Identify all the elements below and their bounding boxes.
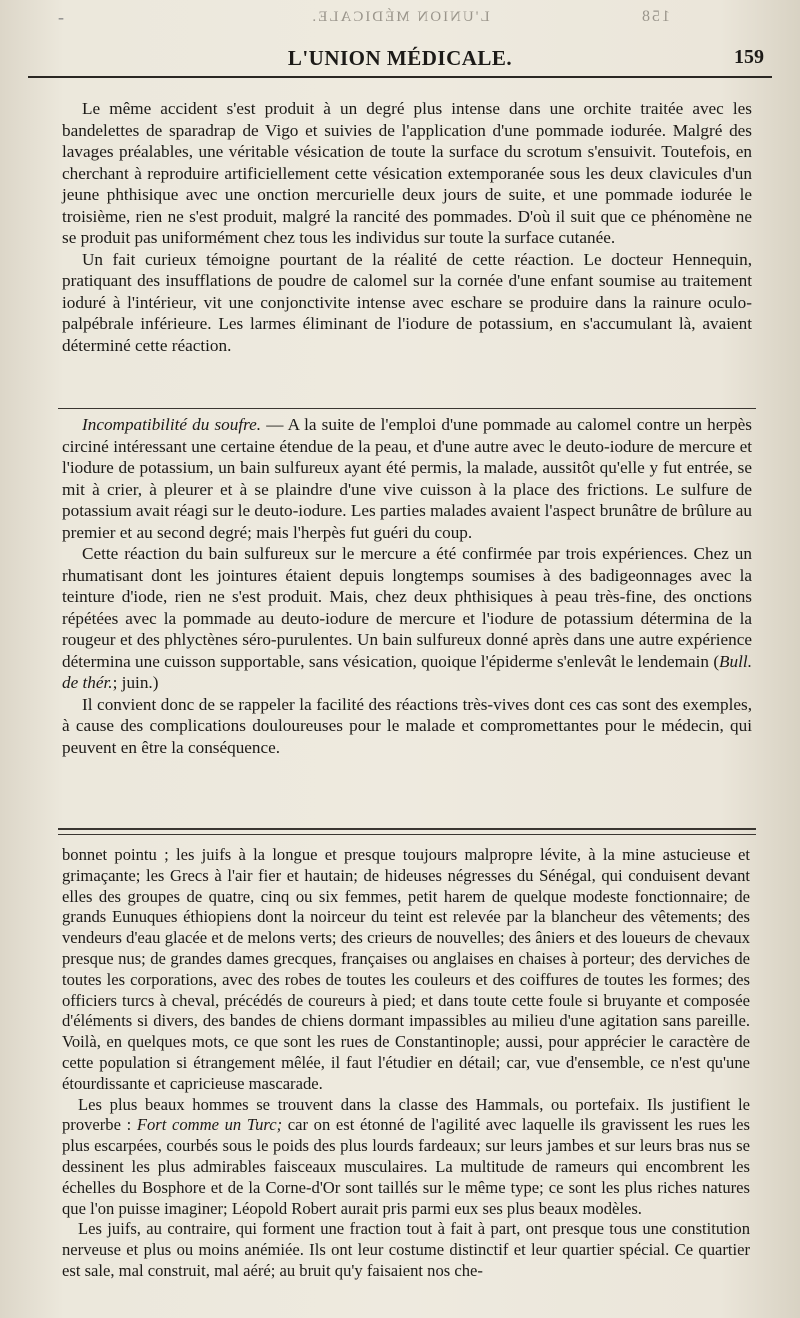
section-vesication	[62, 98, 752, 356]
paragraph: Il convient donc de se rappeler la facilité des réactions très-vives dont ces cas sont des exemples, à cause des complications douloureuses pour le malade et compromettantes pour le médecin, qui peuvent en être la conséquence.	[62, 694, 752, 757]
paragraph	[62, 414, 752, 543]
bleed-through-page-number: 158	[640, 8, 670, 25]
paragraph-text: — A la suite de l'emploi d'une pommade au calomel contre un herpès circiné intéressant une certaine étendue de la peau, et d'une autre avec le deuto-iodure de mercure et l'iodure de potassium, un bain sulfureux ayant été permis, la malade, aussitôt qu'elle y fut entrée, se mit à crier, à pleurer et à se plaindre d'une vive cuisson à la place des frictions. Le sulfure de potassium avait réagi sur le deuto-iodure. Les parties malades avaient l'aspect brunâtre de brûlure au premier et au second degré; mais l'herpès fut guéri du coup.	[62, 415, 752, 542]
section-feuilleton	[62, 845, 750, 1282]
feuilleton-divider	[58, 828, 756, 830]
paragraph: Un fait curieux témoigne pourtant de la réalité de cette réaction. Le docteur Hennequin, pratiquant des insufflations de poudre de calomel sur la cornée d'une enfant soumise au traitement ioduré à l'intérieur, vit une conjonctivite intense avec eschare se produire dans la rainure oculo-palpébrale inférieure. Les larmes éliminant de l'iodure de potassium, en s'accumulant là, avaient déterminé cette réaction.	[62, 249, 752, 355]
running-header	[28, 40, 772, 78]
paragraph-text: ; juin.)	[112, 673, 159, 692]
section-divider	[58, 408, 756, 409]
proverb-quote: Fort comme un Turc;	[136, 1115, 283, 1135]
page-number: 159	[734, 46, 764, 68]
paragraph-text: Cette réaction du bain sulfureux sur le mercure a été confirmée par trois expériences. Chez un rhumatisant dont les jointures étaient depuis longtemps soumises à des badigeonnages avec la teinture d'iode, rien ne s'est produit. Mais, chez deux phthisiques à peau très-fine, des onctions répétées avec la pommade au deuto-iodure de mercure et l'iodure de potassium détermina de la rougeur et des phlyctènes séro-purulentes. Un bain sulfureux donné après dans une autre expérience détermina une cuisson supportable, sans vésication, quoique l'épiderme s'enlevât le lendemain (	[62, 544, 752, 671]
feuilleton-divider-thin	[58, 834, 756, 835]
paragraph: Le même accident s'est produit à un degré plus intense dans une orchite traitée avec les bandelettes de sparadrap de Vigo et suivies de l'application d'une pommade iodurée. Malgré des lavages préalables, une véritable vésication de toute la surface du scrotum s'ensuivit. Toutefois, en cherchant à reproduire artificiellement cette vésication extemporanée sous les deux clavicules d'un jeune phthisique avec une onction mercurielle deux jours de suite, et une pommade iodurée le troisième, rien ne s'est produit, malgré la rancité des pommades. D'où il suit que ce phénomène ne se produit pas uniformément chez tous les individus sur toute la surface cutanée.	[62, 99, 752, 247]
paragraph-text: car on est étonné de l'agilité avec laquelle ils gravissent les rues les plus escarpées, courbés sous le poids des plus lourds fardeaux; sur leurs jambes et sur leurs bras nus se dessinent les plus admirables faisceaux musculaires. La multitude de rameurs qui encombrent les échelles du Bosphore et de la Corne-d'Or sont taillés sur le même type; ce sont les plus riches natures que l'on puisse imaginer; Léopold Robert aurait pris parmi eux ses plus beaux modèles.	[62, 1115, 750, 1218]
section-heading: Incompatibilité du soufre.	[82, 415, 262, 434]
paragraph-text: Les plus beaux hommes se trouvent dans la classe des Hammals, ou portefaix. Ils justifient le proverbe :	[62, 1094, 750, 1135]
paragraph: Les juifs, au contraire, qui forment une fraction tout à fait à part, ont presque tous une constitution nerveuse et plus ou moins anémiée. Ils ont leur costume distinctif et leur quartier spécial. Ce quartier est sale, mal construit, mal aéré; au bruit qu'y faisaient nos che-	[62, 1219, 750, 1280]
margin-dash: -	[58, 7, 64, 27]
section-soufre	[62, 414, 752, 758]
bleed-through-header	[0, 0, 800, 30]
journal-title: L'UNION MÉDICALE.	[287, 46, 513, 70]
bleed-through-title: L'UNION MÉDICALE.	[310, 9, 490, 25]
paragraph	[62, 1095, 750, 1220]
paragraph: bonnet pointu ; les juifs à la longue et presque toujours malpropre lévite, à la mine astucieuse et grimaçante; les Grecs à l'air fier et hautain; de hideuses négresses du Sénégal, qui conduisent devant elles des groupes de quatre, cinq ou six femmes, petit harem de quelque modeste fonctionnaire; de grands Eunuques éthiopiens dont la noirceur du teint est relevée par la blancheur des vêtements; des vendeurs d'eau glacée et de melons verts; des crieurs de nouvelles; des âniers et des loueurs de chevaux presque nus; de grandes dames grecques, françaises ou anglaises en chaises à porteur; des derviches de toutes les corporations, avec des robes de toutes les couleurs et des coiffures de toutes les formes; des officiers turcs à cheval, précédés de coureurs à pied; et dans toute cette foule si bruyante et composée d'éléments si divers, des bandes de chiens dormant impassibles au milieu d'une agitation sans pareille. Voilà, en quelques mots, ce que sont les rues de Constantinople; aussi, pour apprécier le caractère de cette population si étrangement mêlée, il faut l'étudier en détail; car, vue d'ensemble, ce n'est qu'une étourdissante et capricieuse mascarade.	[62, 845, 750, 1093]
paragraph	[62, 543, 752, 694]
citation: Bull. de thér.	[62, 651, 752, 692]
